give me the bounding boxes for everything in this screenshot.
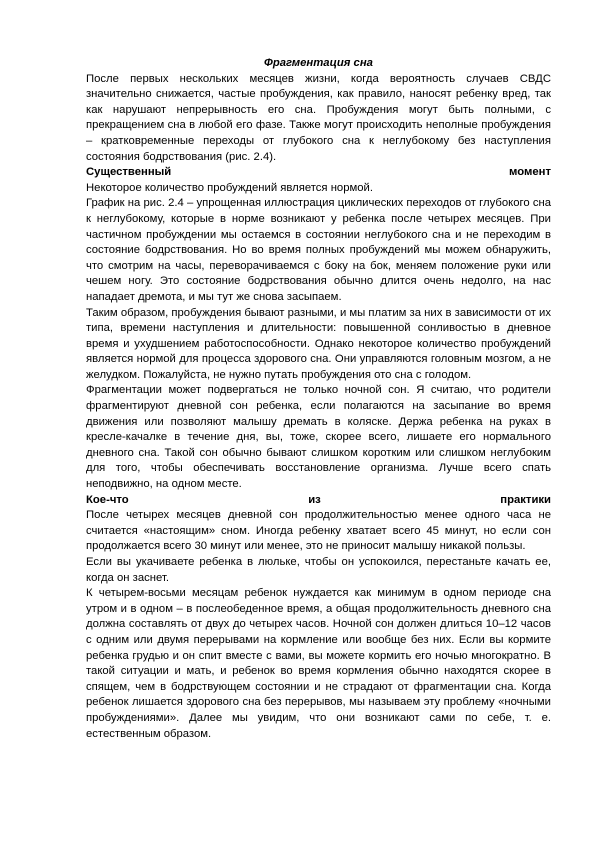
paragraph-night-sleep: К четырем-восьми месяцам ребенок нуждается как минимум в одном периоде сна утром и в одном – в послеобеденное время, а общая продолжительность дневного сна должна составлять от двух до четырех часов. Ночной сон должен длиться 10–12 часов с одним или двумя перерывами на кормление или вообще без них. Если вы кормите ребенка грудью и он спит вместе с вами, вы можете кормить его ночью многократно. В такой ситуации и мать, и ребенок во время кормления обычно находятся скорее в спящем, чем в бодрствующем состоянии и не страдают от фрагментации сна. Когда ребенок лишается здорового сна без перерывов, мы называем эту проблему «ночными пробуждениями». Далее мы увидим, что они возникают сами по себе, т. е. естественным образом.: [86, 587, 551, 740]
document-page: [86, 56, 551, 742]
subheading-key-point: Существенный момент: [86, 166, 551, 179]
paragraph-figure-description: График на рис. 2.4 – упрощенная иллюстрация циклических переходов от глубокого сна к неглубокому, которые в норме возникают у ребенка после четырех месяцев. При частичном пробуждении мы остаемся в состоянии неглубокого сна и не переходим в состояние бодрствования. Но во время полных пробуждений мы можем обнаружить, что смотрим на часы, переворачиваемся с боку на бок, меняем положение руки или чешем ногу. Это состояние бодрствования обычно длится очень недолго, на нас нападает дремота, и мы тут же снова засыпаем.: [86, 197, 551, 303]
section-title: Фрагментация сна: [264, 57, 373, 69]
paragraph-key-point: Некоторое количество пробуждений является нормой.: [86, 181, 373, 194]
paragraph-awakening-types: Таким образом, пробуждения бывают разными, и мы платим за них в зависимости от их типа, времени наступления и длительности: повышенной сонливостью в дневное время и ухудшением работоспособности. Однако некоторое количество пробуждений является нормой для процесса здорового сна. Они управляются головным мозгом, а не желудком. Пожалуйста, не нужно путать пробуждения ото сна с голодом.: [86, 306, 551, 381]
paragraph-daytime-fragmentation: Фрагментации может подвергаться не только ночной сон. Я считаю, что родители фрагментируют дневной сон ребенка, если полагаются на засыпание во время движения или позволяют малышу дремать в коляске. Держа ребенка на руках в кресле-качалке в течение дня, вы, тоже, скорее всего, лишаете его нормального дневного сна. Такой сон обычно бывают слишком коротким или слишком неглубоким для того, чтобы обеспечивать восстановление организма. Лучше всего спать неподвижно, на одном месте.: [86, 384, 551, 491]
paragraph-intro: После первых нескольких месяцев жизни, когда вероятность случаев СВДС значительно снижается, частые пробуждения, как правило, наносят ребенку вред, так как нарушают непрерывность его сна. Пробуждения могут быть полными, с прекращением сна в любой его фазе. Также могут происходить неполные пробуждения – кратковременные переходы от глубокого сна к неглубокому без наступления состояния бодрствования (рис. 2.4).: [86, 72, 551, 163]
paragraph-cradle: Если вы укачиваете ребенка в люльке, чтобы он успокоился, перестаньте качать ее, когда он заснет.: [86, 556, 551, 584]
paragraph-daytime-nap: После четырех месяцев дневной сон продолжительностью менее одного часа не считается «настоящим» сном. Иногда ребенку хватает всего 45 минут, но если сон продолжается всего 30 минут или менее, это не приносит малышу никакой пользы.: [86, 509, 551, 553]
subheading-practice: Кое-что из практики: [86, 493, 551, 506]
